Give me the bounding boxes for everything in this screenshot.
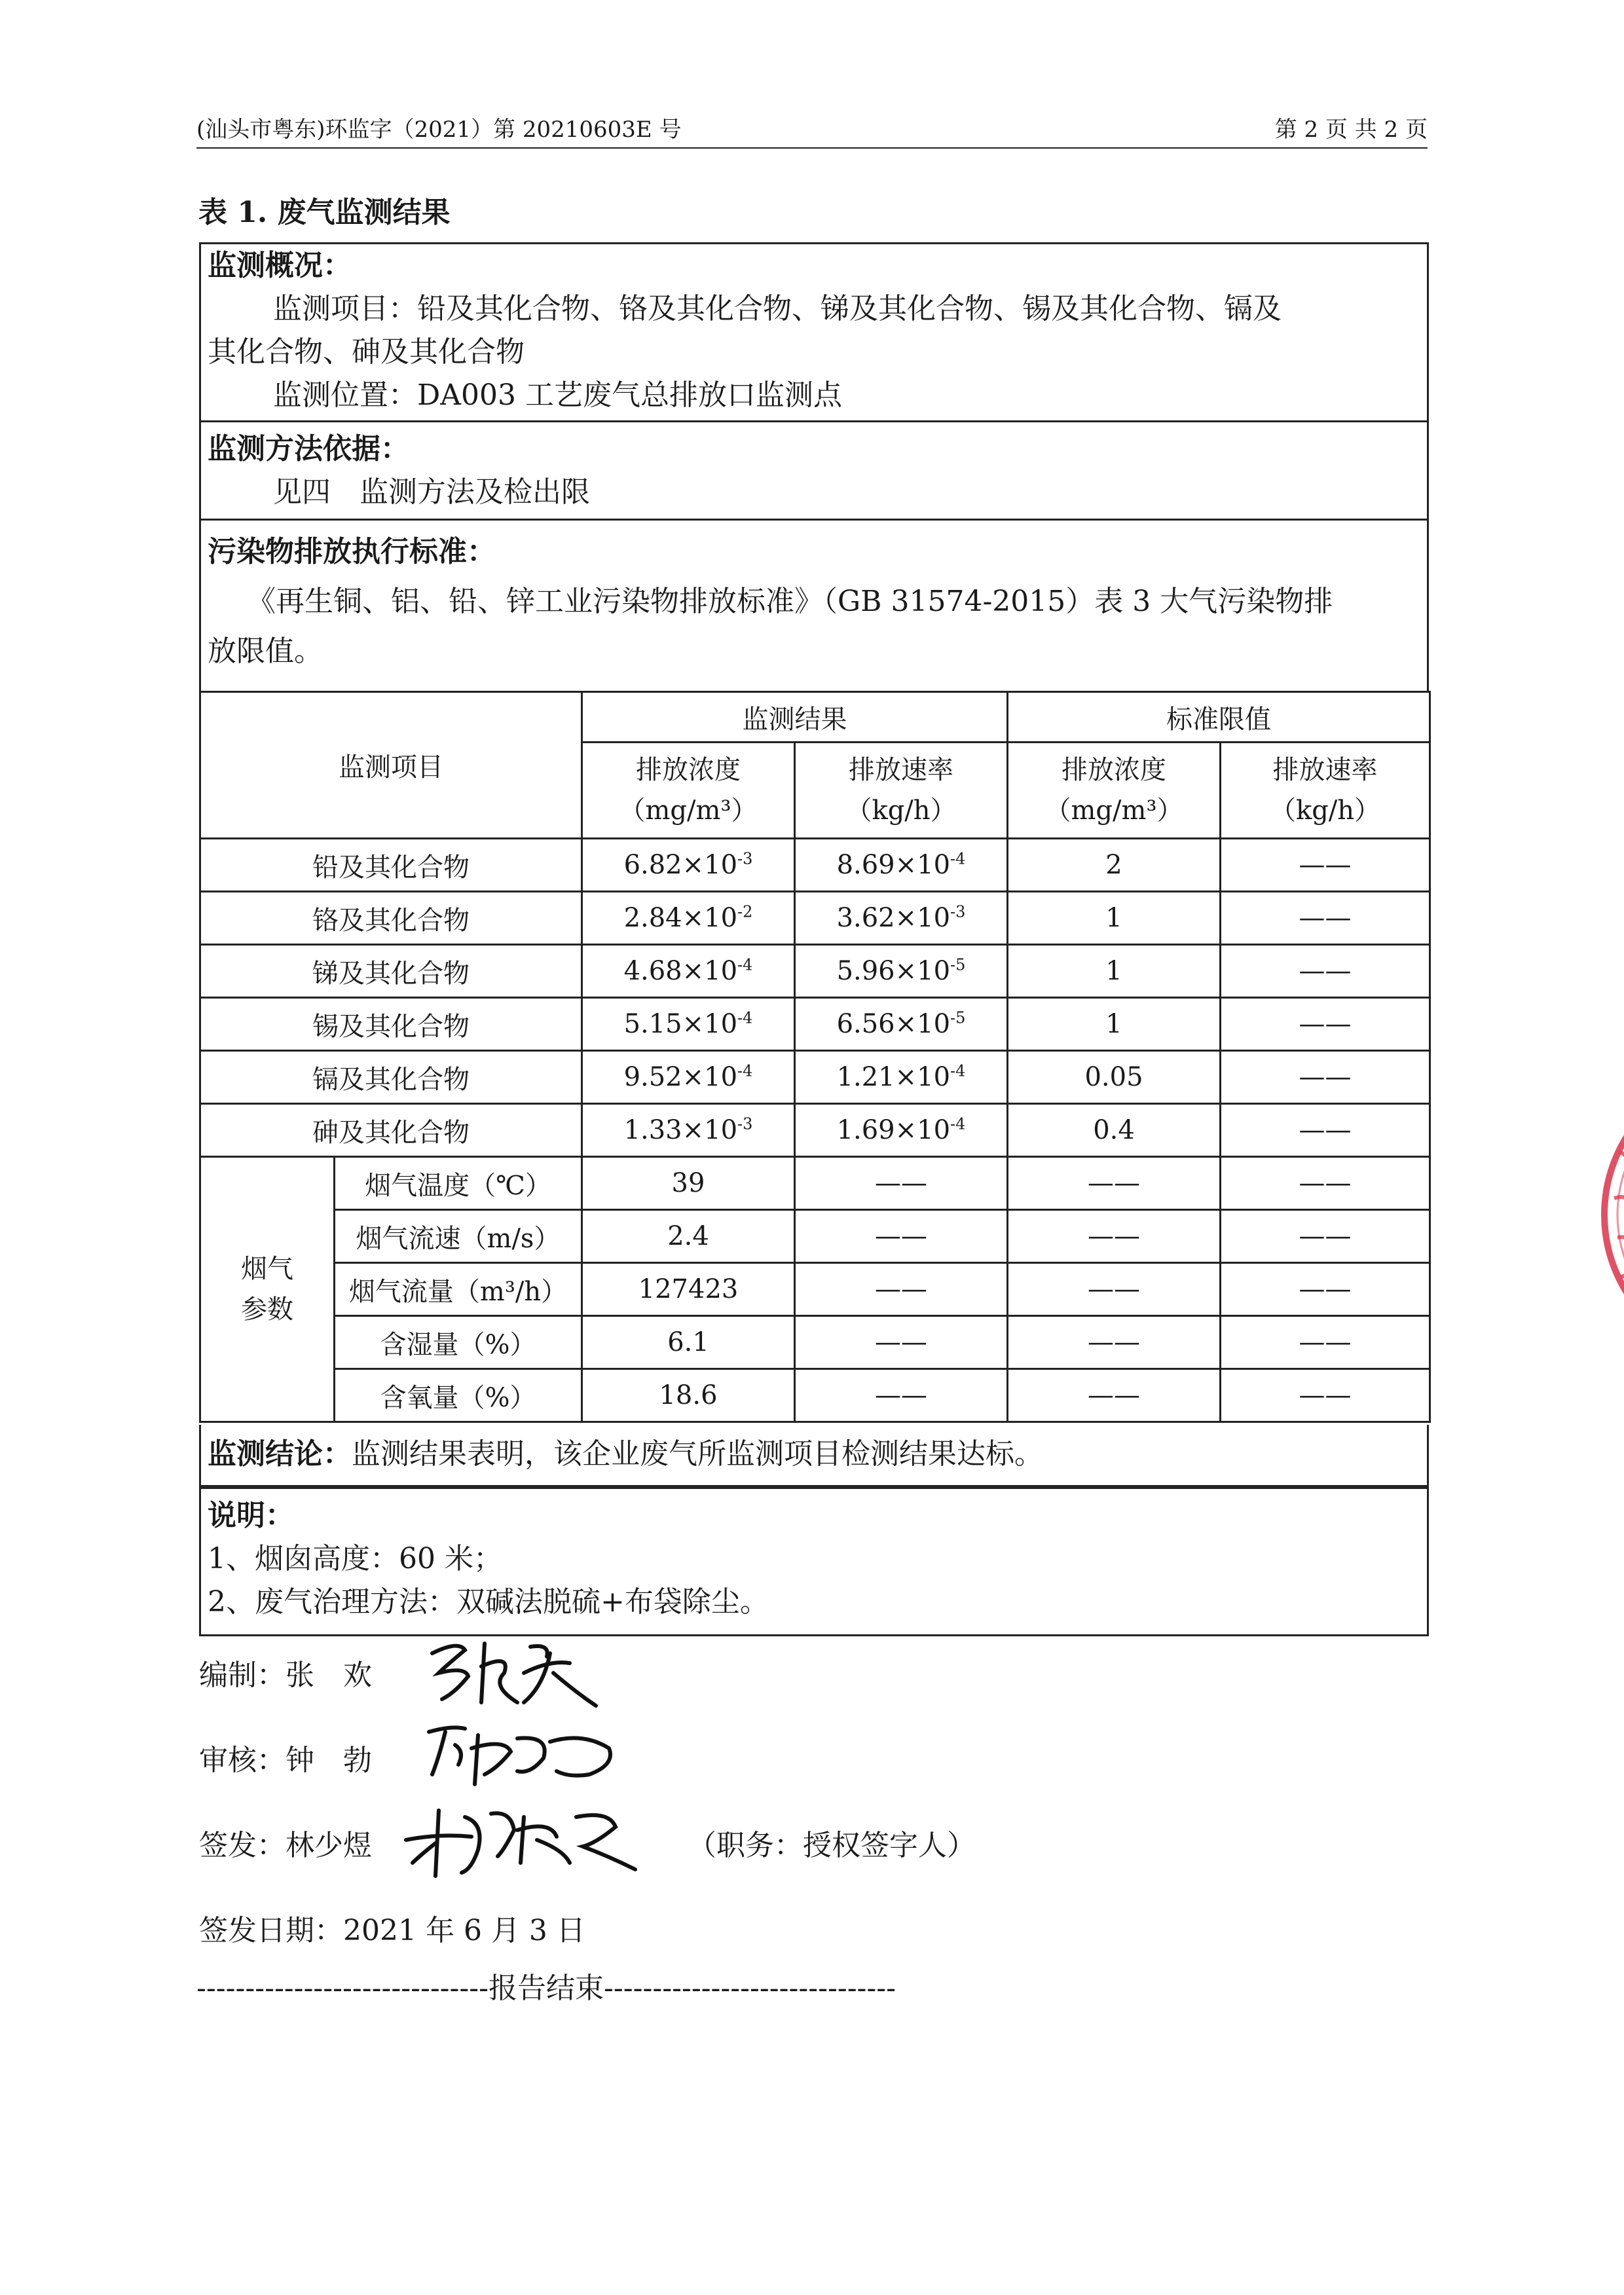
rate-value (795, 998, 1008, 1051)
subheader-rate (795, 743, 1008, 839)
col-header-result: 监测结果 (582, 692, 1008, 743)
rate-exponent: -5 (950, 955, 966, 974)
overview-heading: 监测概况： (208, 249, 352, 282)
conclusion-box (199, 1425, 1429, 1487)
pollutant-name: 砷及其化合物 (200, 1104, 582, 1157)
subheader-limit-rate (1221, 743, 1430, 839)
dash-cell: —— (1221, 1210, 1430, 1263)
method-text: 见四 监测方法及检出限 (273, 475, 590, 509)
conc-exponent: -4 (737, 955, 753, 974)
flue-row (200, 1210, 1430, 1263)
conc-value (582, 1051, 795, 1104)
conc-exponent: -2 (737, 902, 753, 921)
flue-param-value: 6.1 (582, 1316, 795, 1369)
table-row (200, 1104, 1430, 1157)
header-divider (196, 147, 1428, 149)
pollutant-name: 锑及其化合物 (200, 945, 582, 998)
rate-mantissa: 1.69×10 (836, 1115, 951, 1145)
limit-rate: —— (1221, 998, 1430, 1051)
dash-cell: —— (795, 1316, 1008, 1369)
note-item: 1、烟囱高度：60 米； (208, 1542, 502, 1575)
conc-value (582, 1104, 795, 1157)
dash-cell: —— (1008, 1316, 1221, 1369)
rate-mantissa: 6.56×10 (836, 1009, 951, 1039)
dash-cell: —— (1008, 1369, 1221, 1422)
dash-cell: —— (1221, 1316, 1430, 1369)
col-header-limit: 标准限值 (1008, 692, 1430, 743)
flue-param-name: 烟气流速（m/s） (335, 1210, 582, 1263)
rate-mantissa: 3.62×10 (836, 903, 951, 933)
limit-rate: —— (1221, 892, 1430, 945)
conclusion-label: 监测结论： (208, 1437, 352, 1471)
flue-param-name: 烟气温度（℃） (335, 1157, 582, 1210)
rate-exponent: -4 (950, 849, 966, 868)
rate-mantissa: 1.21×10 (836, 1062, 951, 1092)
conc-exponent: -4 (737, 1008, 753, 1027)
limit-conc: 0.05 (1008, 1051, 1221, 1104)
subheader-limit-rate-label: 排放速率 (1272, 755, 1378, 785)
subheader-conc (582, 743, 795, 839)
dash-cell: —— (795, 1157, 1008, 1210)
limit-rate: —— (1221, 1051, 1430, 1104)
flue-row (200, 1157, 1430, 1210)
table-row (200, 1051, 1430, 1104)
subheader-rate-label: 排放速率 (849, 755, 953, 785)
flue-param-value: 39 (582, 1157, 795, 1210)
dash-cell: —— (1008, 1157, 1221, 1210)
subheader-limit-rate-unit: （kg/h） (1269, 796, 1381, 826)
notes-box (199, 1487, 1429, 1636)
flue-param-value: 127423 (582, 1263, 795, 1316)
flue-param-name: 含氧量（%） (335, 1369, 582, 1422)
dash-cell: —— (1008, 1263, 1221, 1316)
standard-section (199, 519, 1429, 691)
issue-date: 签发日期：2021 年 6 月 3 日 (199, 1914, 585, 1947)
limit-rate: —— (1221, 1104, 1430, 1157)
method-heading: 监测方法依据： (208, 432, 409, 466)
monitoring-items-line1: 监测项目：铅及其化合物、铬及其化合物、锑及其化合物、锡及其化合物、镉及 (273, 292, 1282, 325)
seal-stamp (1539, 1061, 1624, 1368)
conc-exponent: -3 (737, 849, 753, 868)
notes-label: 说明： (208, 1499, 294, 1532)
issuer-role: （职务：授权签字人） (688, 1829, 976, 1862)
method-section (199, 420, 1429, 519)
report-number: (汕头市粤东)环监字（2021）第 20210603E 号 (196, 117, 682, 143)
limit-rate: —— (1221, 839, 1430, 892)
pollutant-name: 镉及其化合物 (200, 1051, 582, 1104)
subheader-conc-unit: （mg/m³） (619, 796, 758, 826)
flue-param-value: 18.6 (582, 1369, 795, 1422)
rate-value (795, 1051, 1008, 1104)
limit-conc: 1 (1008, 892, 1221, 945)
standard-line1: 《再生铜、铝、铅、锌工业污染物排放标准》（GB 31574-2015）表 3 大气污染物排 (247, 585, 1333, 618)
flue-group-label (200, 1157, 335, 1422)
rate-exponent: -4 (950, 1114, 966, 1133)
conc-value (582, 945, 795, 998)
conc-mantissa: 9.52×10 (623, 1062, 738, 1092)
flue-row (200, 1263, 1430, 1316)
flue-row (200, 1316, 1430, 1369)
limit-rate: —— (1221, 945, 1430, 998)
dash-cell: —— (795, 1263, 1008, 1316)
reviewer-line: 审核：钟 勃 (199, 1744, 372, 1777)
flue-group-line1: 烟气 (241, 1254, 293, 1284)
conc-value (582, 892, 795, 945)
conc-mantissa: 1.33×10 (623, 1115, 738, 1145)
standard-heading: 污染物排放执行标准： (208, 535, 496, 568)
conc-mantissa: 4.68×10 (623, 956, 738, 986)
reviewer-signature (419, 1712, 629, 1797)
dash-cell: —— (1221, 1369, 1430, 1422)
dash-cell: —— (1008, 1210, 1221, 1263)
conc-exponent: -4 (737, 1061, 753, 1080)
table-row (200, 839, 1430, 892)
subheader-conc-label: 排放浓度 (636, 755, 741, 785)
pollutant-name: 锡及其化合物 (200, 998, 582, 1051)
dash-cell: —— (1221, 1263, 1430, 1316)
conc-value (582, 998, 795, 1051)
rate-exponent: -4 (950, 1061, 966, 1080)
rate-mantissa: 8.69×10 (836, 850, 951, 880)
table-row (200, 892, 1430, 945)
dash-cell: —— (1221, 1157, 1430, 1210)
flue-param-name: 含湿量（%） (335, 1316, 582, 1369)
note-item: 2、废气治理方法：双碱法脱硫+布袋除尘。 (208, 1585, 769, 1619)
conclusion-text: 监测结果表明，该企业废气所监测项目检测结果达标。 (352, 1437, 1043, 1471)
table-header-row (200, 692, 1430, 743)
conc-value (582, 839, 795, 892)
conc-mantissa: 6.82×10 (623, 850, 738, 880)
compiler-signature (419, 1627, 616, 1719)
subheader-limit-conc (1008, 743, 1221, 839)
rate-value (795, 839, 1008, 892)
subheader-rate-unit: （kg/h） (845, 796, 957, 826)
conc-mantissa: 2.84×10 (623, 903, 738, 933)
flue-group-line2: 参数 (241, 1294, 293, 1325)
standard-line2: 放限值。 (208, 634, 323, 668)
rate-value (795, 945, 1008, 998)
col-header-item: 监测项目 (200, 692, 582, 839)
subheader-limit-conc-label: 排放浓度 (1061, 755, 1166, 785)
pollutant-name: 铅及其化合物 (200, 839, 582, 892)
flue-param-name: 烟气流量（m³/h） (335, 1263, 582, 1316)
page-header (196, 111, 1428, 151)
limit-conc: 1 (1008, 945, 1221, 998)
limit-conc: 0.4 (1008, 1104, 1221, 1157)
report-end-line: ------------------------------报告结束------------------------------ (196, 1972, 896, 2005)
page-number: 第 2 页 共 2 页 (1274, 117, 1428, 143)
rate-value (795, 892, 1008, 945)
issuer-line: 签发：林少煜 (199, 1829, 372, 1862)
rate-value (795, 1104, 1008, 1157)
pollutant-name: 铬及其化合物 (200, 892, 582, 945)
table-row (200, 945, 1430, 998)
issuer-signature (399, 1791, 648, 1889)
rate-exponent: -5 (950, 1008, 966, 1027)
compiler-line: 编制：张 欢 (199, 1659, 372, 1692)
rate-mantissa: 5.96×10 (836, 956, 951, 986)
flue-row (200, 1369, 1430, 1422)
dash-cell: —— (795, 1210, 1008, 1263)
overview-section (199, 242, 1429, 420)
monitoring-location: 监测位置：DA003 工艺废气总排放口监测点 (273, 378, 843, 412)
dash-cell: —— (795, 1369, 1008, 1422)
conc-mantissa: 5.15×10 (623, 1009, 738, 1039)
table-title: 表 1. 废气监测结果 (198, 196, 451, 229)
monitoring-items-line2: 其化合物、砷及其化合物 (208, 335, 525, 369)
limit-conc: 1 (1008, 998, 1221, 1051)
flue-param-value: 2.4 (582, 1210, 795, 1263)
subheader-limit-conc-unit: （mg/m³） (1044, 796, 1183, 826)
table-row (200, 998, 1430, 1051)
rate-exponent: -3 (950, 902, 966, 921)
conc-exponent: -3 (737, 1114, 753, 1133)
emission-table (199, 691, 1431, 1423)
limit-conc: 2 (1008, 839, 1221, 892)
